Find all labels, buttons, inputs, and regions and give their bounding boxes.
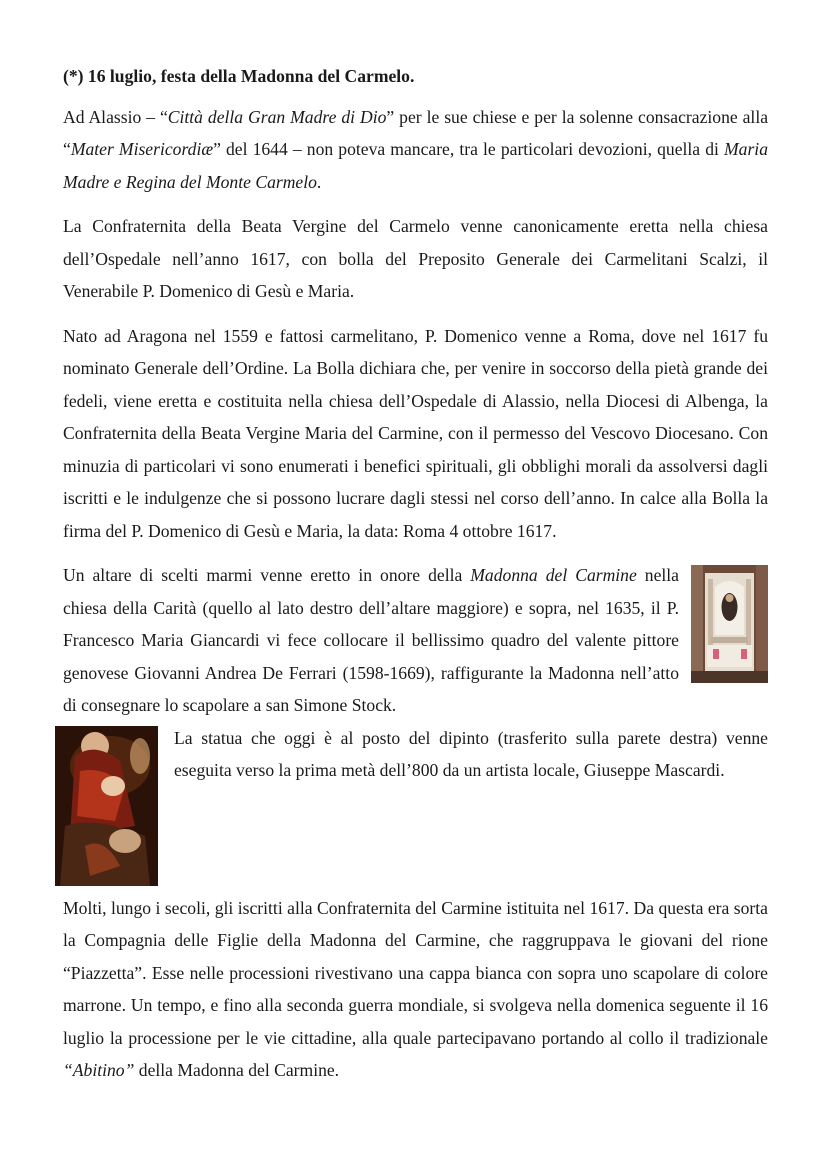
madonna-painting — [55, 726, 158, 886]
painting-illustration — [55, 726, 158, 886]
p6-text-b: della Madonna del Carmine. — [134, 1060, 340, 1080]
p1-text-b: ” per le sue chiese e per la solenne consacrazione alla “ — [63, 106, 769, 159]
paragraph-3: Nato ad Aragona nel 1559 e fattosi carmelitano, P. Domenico venne a Roma, dove nel 1617 fu nominato Generale dell’Ordine. La Bolla dichiara che, per venire in soccorso della pietà grande dei fedeli, viene eretta e costituita nella chiesa dell’Ospedale di Alassio, nella Diocesi di Albenga, la Confraternita della Beata Vergine Maria del Carmine, con il permesso del Vescovo Diocesano. Con minuzia di particolari vi sono enumerati i benefici spirituali, gli obblighi morali da assolversi dagli iscritti e le indulgenze che si possono lucrare dagli stessi nel corso dell’anno. In calce alla Bolla la firma del P. Domenico di Gesù e Maria, la data: Roma 4 ottobre 1617. — [63, 325, 768, 541]
paragraph-4 — [63, 559, 768, 722]
p6-text-a: Molti, lungo i secoli, gli iscritti alla Confraternita del Carmine istituita nel 1617. Da questa era sorta la Compagnia delle Figlie della Madonna del Carmine, che raggruppava le giovani del rione “Piazzetta”. Esse nelle processioni rivestivano una cappa bianca con sopra uno scapolare di colore marrone. Un tempo, e fino alla seconda guerra mondiale, si svolgeva nella domenica seguente il 16 luglio la processione per le vie cittadine, alla quale partecipavano portando al collo il tradizionale — [63, 897, 768, 1048]
paragraph-1 — [63, 101, 768, 199]
p6-em-abitino: “Abitino” — [63, 1060, 135, 1080]
paragraph-5: La statua che oggi è al posto del dipinto (trasferito sulla parete destra) venne eseguita verso la prima metà dell’800 da un artista locale, Giuseppe Mascardi. — [174, 727, 768, 780]
p4-text-b: nella chiesa della Carità (quello al lato destro dell’altare maggiore) e sopra, nel 1635, il P. Francesco Maria Giancardi vi fece collocare il bellissimo quadro del valente pittore genovese Giovanni Andrea De Ferrari (1598-1669), raffigurante la Madonna nell’atto di consegnare lo scapolare a san Simone Stock. — [63, 565, 679, 715]
paragraph-6 — [63, 892, 768, 1087]
paragraph-2: La Confraternita della Beata Vergine del Carmelo venne canonicamente eretta nella chiesa dell’Ospedale nell’anno 1617, con bolla del Preposito Generale dei Carmelitani Scalzi, il Venerabile P. Domenico di Gesù e Maria. — [63, 216, 768, 301]
p1-text-a: Ad Alassio – “ — [63, 106, 168, 127]
title-marker: (*) — [63, 66, 88, 86]
p1-em-mater: Mater Misericordiæ — [70, 139, 214, 159]
altar-photo — [691, 565, 768, 683]
document-page — [63, 60, 768, 1099]
document-title — [63, 60, 768, 93]
p1-text-d: . — [316, 171, 322, 192]
p4-text-a: Un altare di scelti marmi venne eretto in onore della — [63, 565, 471, 585]
p1-em-maria: Maria Madre e Regina del Monte Carmelo — [63, 139, 768, 192]
altar-illustration — [691, 565, 768, 683]
p1-em-city: Città della Gran Madre di Dio — [167, 106, 387, 127]
p1-text-c: ” del 1644 – non poteva mancare, tra le particolari devozioni, quella di — [213, 139, 724, 159]
p4-em-madonna: Madonna del Carmine — [470, 565, 637, 585]
title-text: 16 luglio, festa della Madonna del Carmelo. — [87, 66, 415, 86]
